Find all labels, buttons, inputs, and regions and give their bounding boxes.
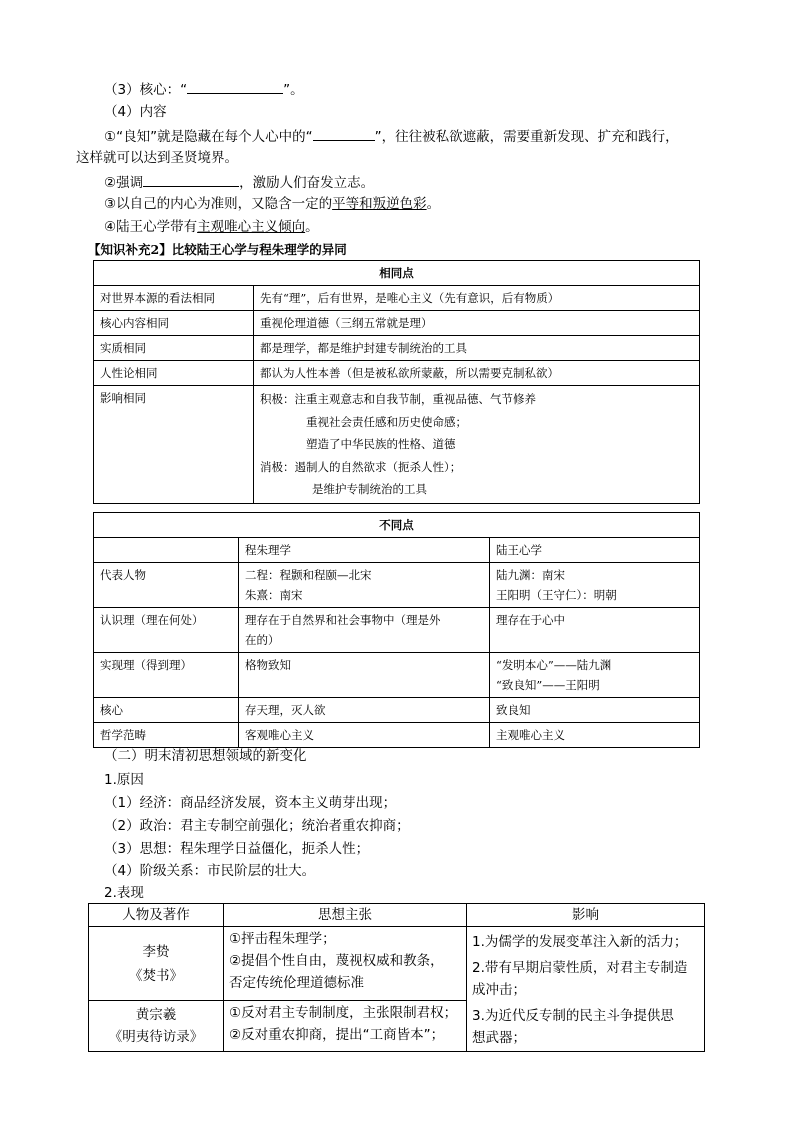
reason-item: （4）阶级关系：市民阶层的壮大。 (104, 863, 316, 879)
core-line: （3）核心：“ ”。 (104, 79, 304, 100)
table-row: 实现理（得到理） 格物致知 “发明本心”——陆九渊 “致良知”——王阳明 (94, 653, 700, 698)
same-points-table (93, 260, 700, 504)
content-item-1-cont: 这样就可以达到圣贤境界。 (76, 150, 238, 166)
manifestation-table: 人物及著作 思想主张 影响 李贽 《焚书》 ①抨击程朱理学； ②提倡个性自由，蔑视权威和教条， 否定传统伦理道德标准 1.为儒学的发展变革注入新的活力； 2.带有早期启蒙性质，对君主专制造 成冲击； 3.为近代反专制的民主斗争提供思 想武器； 黄宗羲 《明夷待访录》 ①反对君主专制制度，主张限制君权； ②反对重农抑商，提出“工商皆本”； (88, 903, 705, 1052)
table-row: 认识理（理在何处） 理存在于自然界和社会事物中（理是外 在的） 理存在于心中 (94, 608, 700, 653)
table-row: 核心内容相同 重视伦理道德（三纲五常就是理） (94, 311, 700, 336)
section-title: （二）明末清初思想领域的新变化 (104, 748, 307, 764)
reason-title: 1.原因 (104, 772, 144, 788)
fill-blank[interactable] (187, 79, 283, 94)
content-heading: （4）内容 (104, 104, 167, 120)
diff-points-table: 不同点 程朱理学 陆王心学 代表人物 二程：程颢和程颐—北宋 朱熹：南宋 陆九渊：南宋 王阳明（王守仁）：明朝 认识理（理在何处） 理存在于自然界和社会事物中（理是外 在的） 理存在于心中 实现理（得到理） 格物致知 “发明本心”——陆九渊 “致良知”——王阳明 核心 存天理，灭人欲 致良知 哲学范畴 客观唯心主义 主观唯心主义 (93, 512, 700, 748)
reason-item: （2）政治：君主专制空前强化；统治者重农抑商； (104, 818, 410, 834)
diff-header: 不同点 (94, 513, 700, 538)
show-title: 2.表现 (104, 885, 144, 901)
table-row: 人性论相同 都认为人性本善（但是被私欲所蒙蔽，所以需要克制私欲） (94, 361, 700, 386)
fill-blank[interactable] (143, 172, 239, 187)
table-row: 实质相同 都是理学，都是维护封建专制统治的工具 (94, 336, 700, 361)
table-row: 对世界本源的看法相同 先有“理”，后有世界，是唯心主义（先有意识，后有物质） (94, 286, 700, 311)
reason-item: （3）思想：程朱理学日益僵化，扼杀人性； (104, 841, 370, 857)
table-row: 李贽 《焚书》 ①抨击程朱理学； ②提倡个性自由，蔑视权威和教条， 否定传统伦理道德标准 1.为儒学的发展变革注入新的活力； 2.带有早期启蒙性质，对君主专制造 成冲击； 3.为近代反专制的民主斗争提供思 想武器； (89, 927, 705, 1001)
content-item-2: ②强调 ，激励人们奋发立志。 (104, 172, 374, 193)
content-item-3: ③以自己的内心为准则，又隐含一定的平等和叛逆色彩。 (104, 196, 441, 212)
reason-item: （1）经济：商品经济发展，资本主义萌芽出现； (104, 795, 397, 811)
content-item-1: ①“良知”就是隐藏在每个人心中的“ ”，往往被私欲遮蔽，需要重新发现、扩充和践行， (104, 126, 679, 147)
content-item-4: ④陆王心学带有主观唯心主义倾向。 (104, 219, 319, 235)
table-row: 核心 存天理，灭人欲 致良知 (94, 698, 700, 723)
table-row: 哲学范畴 客观唯心主义 主观唯心主义 (94, 723, 700, 748)
table-row: 黄宗羲 《明夷待访录》 ①反对君主专制制度，主张限制君权； ②反对重农抑商，提出“工商皆本”； (89, 1001, 705, 1051)
fill-blank[interactable] (313, 126, 375, 141)
same-header: 相同点 (94, 261, 700, 286)
table-row: 影响相同 积极：注重主观意志和自我节制，重视品德、气节修养 重视社会责任感和历史使命感； 塑造了中华民族的性格、道德 消极：遏制人的自然欲求（扼杀人性）； 是维护专制统治的工具 (94, 386, 700, 504)
table-row: 代表人物 二程：程颢和程颐—北宋 朱熹：南宋 陆九渊：南宋 王阳明（王守仁）：明朝 (94, 563, 700, 608)
supplement-title: 【知识补充2】比较陆王心学与程朱理学的异同 (88, 242, 347, 257)
